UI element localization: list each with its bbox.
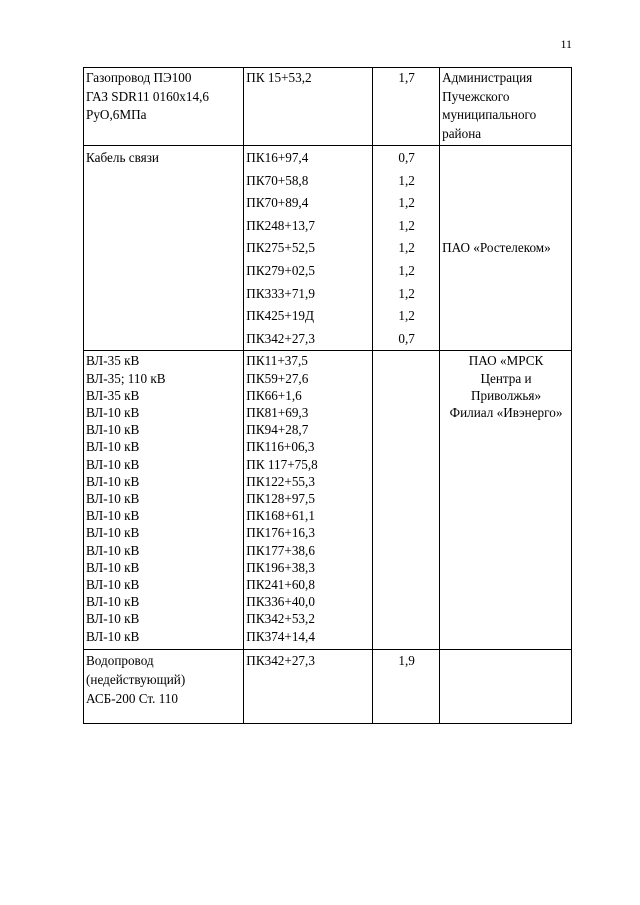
distance-cell	[373, 351, 440, 650]
object-cell	[84, 68, 244, 146]
cell-line: ВЛ-10 кВ	[86, 439, 140, 455]
table-row-water-pipeline	[84, 650, 572, 724]
table-row-power-lines	[84, 351, 572, 650]
object-cell	[84, 650, 244, 724]
object-cell	[84, 146, 244, 351]
cell-line: ПК279+02,5	[246, 262, 315, 278]
cell-line: ВЛ-10 кВ	[86, 542, 140, 558]
cell-line: 1,2	[398, 172, 415, 188]
table-row-gas-pipeline	[84, 68, 572, 146]
cell-line: ВЛ-10 кВ	[86, 559, 140, 575]
cell-line: 1,7	[398, 70, 415, 85]
cell-line: ВЛ-35; 110 кВ	[86, 370, 166, 386]
cell-line: 1,2	[398, 240, 415, 256]
cell-line: ПК196+38,3	[246, 559, 315, 575]
cell-line: ВЛ-35 кВ	[86, 387, 140, 403]
cell-line: ПК425+19Д	[246, 308, 315, 324]
cell-line: ВЛ-10 кВ	[86, 611, 140, 627]
cell-line: ПК81+69,3	[246, 404, 309, 420]
object-cell	[84, 351, 244, 650]
cell-line: ПК70+89,4	[246, 195, 309, 211]
organization-cell	[440, 650, 572, 724]
picket-cell	[244, 68, 373, 146]
cell-line: ПК275+52,5	[246, 240, 315, 256]
cell-line: ПК128+97,5	[246, 490, 315, 506]
cell-line: 1,2	[398, 285, 415, 301]
cell-line: муниципального	[442, 107, 537, 122]
distance-cell	[373, 68, 440, 146]
table-row-communication-cable	[84, 146, 572, 351]
cell-line: ПК248+13,7	[246, 217, 315, 233]
picket-cell	[244, 146, 373, 351]
cell-line: ВЛ-10 кВ	[86, 525, 140, 541]
cell-line: ПК59+27,6	[246, 370, 309, 386]
cell-line: Кабель связи	[86, 150, 159, 165]
cell-line: ПК336+40,0	[246, 594, 315, 610]
organization-cell	[440, 146, 572, 351]
cell-line: ПК168+61,1	[246, 508, 315, 524]
cell-line: ПК94+28,7	[246, 422, 309, 438]
cell-line: ПК70+58,8	[246, 172, 309, 188]
distance-cell	[373, 650, 440, 724]
cell-line: ПАО «МРСК	[468, 353, 544, 369]
cell-line: 1,2	[398, 195, 415, 211]
cell-line: 0,7	[398, 330, 415, 346]
cell-line: ПАО «Ростелеком»	[442, 240, 551, 256]
cell-line: ПК241+60,8	[246, 576, 315, 592]
cell-line: Центра и	[480, 370, 532, 386]
cell-line: ПК122+55,3	[246, 473, 315, 489]
cell-line: ПК342+27,3	[246, 653, 315, 669]
page-number: 11	[560, 37, 572, 51]
cell-line: Приволжья»	[470, 387, 542, 403]
cell-line: ПК177+38,6	[246, 542, 315, 558]
cell-line: 1,2	[398, 262, 415, 278]
cell-line: (недействующий)	[86, 672, 186, 688]
organization-cell	[440, 351, 572, 650]
cell-line: ПК342+27,3	[246, 330, 315, 346]
cell-line: 0,7	[398, 150, 415, 165]
cell-line: Газопровод ПЭ100	[86, 70, 192, 85]
cell-line: 1,9	[398, 653, 415, 669]
distance-cell	[373, 146, 440, 351]
utilities-crossing-table	[83, 67, 572, 724]
cell-line: ВЛ-10 кВ	[86, 456, 140, 472]
cell-line: АСБ-200 Ст. 110	[86, 691, 178, 707]
cell-line: ПК116+06,3	[246, 439, 315, 455]
cell-line: ПК16+97,4	[246, 150, 309, 165]
cell-line: ВЛ-10 кВ	[86, 508, 140, 524]
cell-line: района	[442, 125, 482, 141]
cell-line: ПК342+53,2	[246, 611, 315, 627]
cell-line: ВЛ-10 кВ	[86, 628, 140, 644]
cell-line: ГАЗ SDR11 0160х14,6	[86, 88, 209, 104]
cell-line: ВЛ-10 кВ	[86, 404, 140, 420]
cell-line: 1,2	[398, 217, 415, 233]
cell-line: 1,2	[398, 308, 415, 324]
cell-line: ВЛ-10 кВ	[86, 594, 140, 610]
cell-line: ПК66+1,6	[246, 387, 302, 403]
cell-line: ПК374+14,4	[246, 628, 315, 644]
cell-line: ВЛ-10 кВ	[86, 490, 140, 506]
cell-line: ВЛ-10 кВ	[86, 422, 140, 438]
cell-line: Пучежского	[442, 88, 510, 104]
cell-line: РуО,6МПа	[86, 107, 147, 122]
cell-line: ПК176+16,3	[246, 525, 315, 541]
cell-line: ПК333+71,9	[246, 285, 315, 301]
organization-cell	[440, 68, 572, 146]
cell-line: ПК11+37,5	[246, 353, 308, 369]
cell-line: ПК 15+53,2	[246, 70, 312, 85]
picket-cell	[244, 351, 373, 650]
cell-line: ВЛ-10 кВ	[86, 473, 140, 489]
cell-line: ВЛ-35 кВ	[86, 353, 140, 369]
cell-line: Администрация	[442, 70, 533, 85]
cell-line: Филиал «Ивэнерго»	[449, 404, 563, 420]
cell-line: ВЛ-10 кВ	[86, 576, 140, 592]
cell-line: ПК 117+75,8	[246, 456, 318, 472]
cell-line: Водопровод	[86, 653, 154, 669]
picket-cell	[244, 650, 373, 724]
